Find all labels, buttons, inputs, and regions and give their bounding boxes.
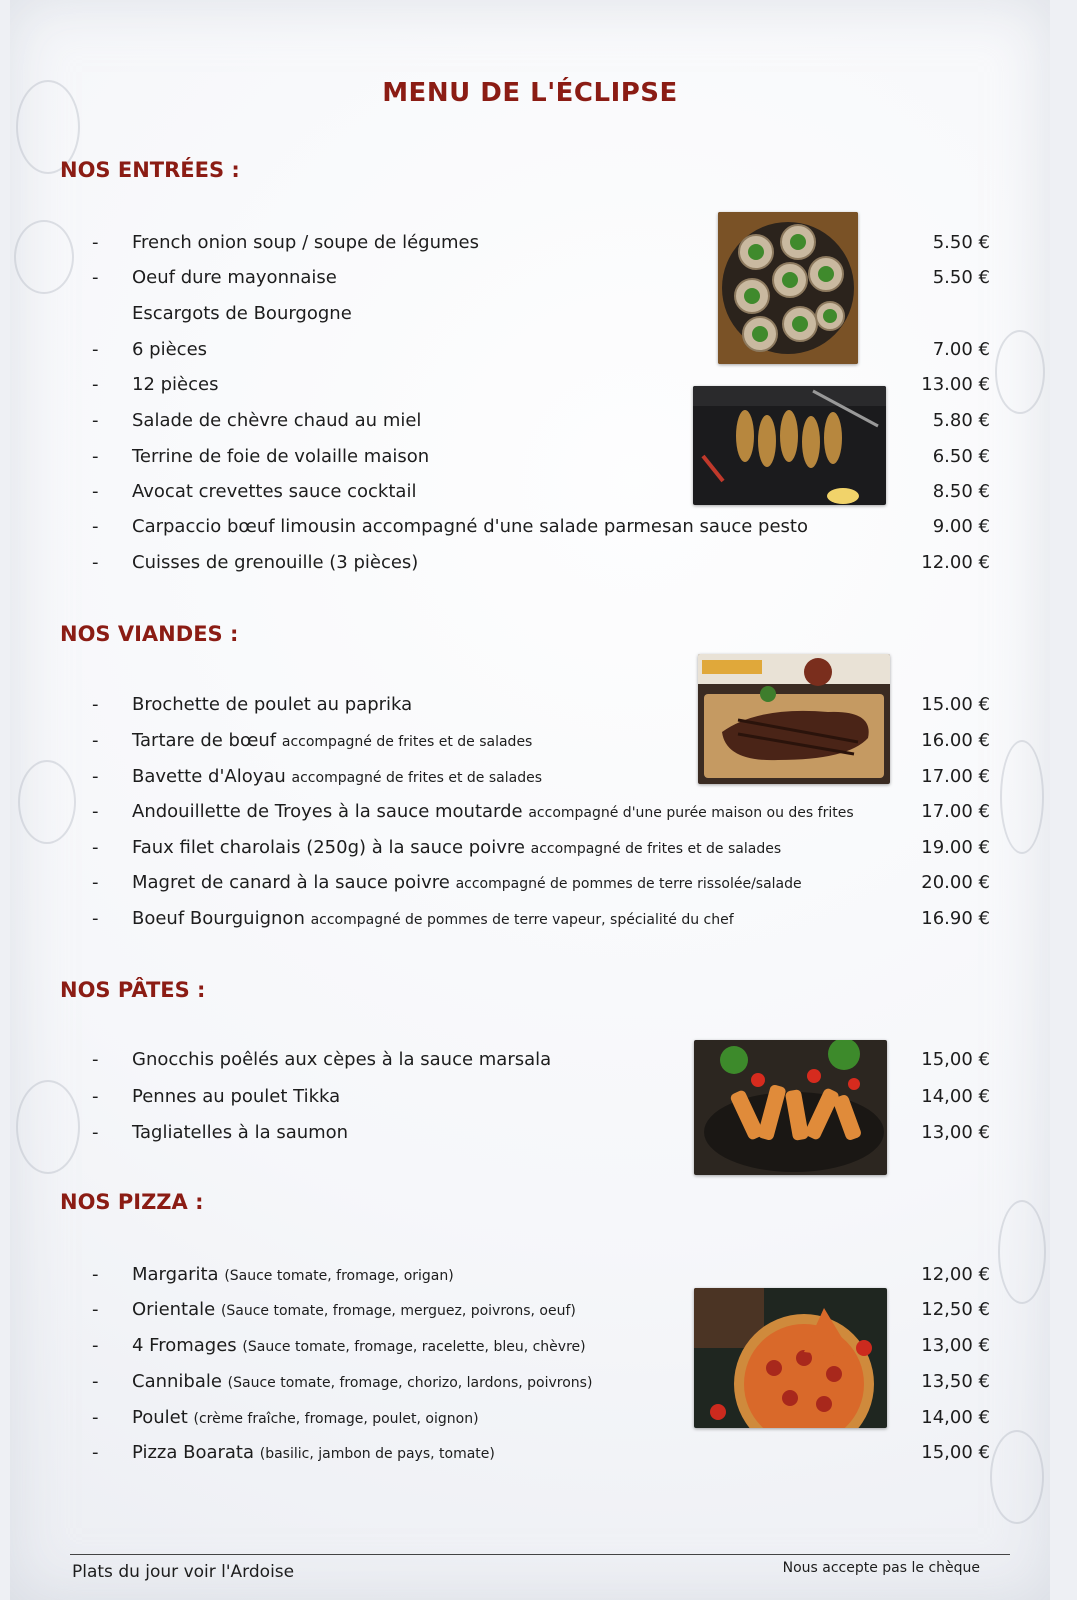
item-price: 5.50 €	[932, 267, 990, 288]
menu-item: - Bavette d'Aloyau accompagné de frites et de salades 17.00 €	[92, 762, 1000, 792]
menu-item: - Magret de canard à la sauce poivre accompagné de pommes de terre rissolée/salade 20.00 €	[92, 868, 1000, 898]
decorative-doodle	[995, 330, 1045, 414]
item-price: 12.00 €	[921, 552, 990, 573]
item-price: 15,00 €	[921, 1442, 990, 1463]
menu-item: - Cuisses de grenouille (3 pièces) 12.00 €	[92, 548, 1000, 578]
menu-item: - Oeuf dure mayonnaise 5.50 €	[92, 263, 1000, 293]
item-price: 14,00 €	[921, 1086, 990, 1107]
item-price: 8.50 €	[932, 481, 990, 502]
section-title-pates: NOS PÂTES :	[60, 978, 206, 1002]
menu-title: MENU DE L'ÉCLIPSE	[382, 78, 678, 108]
item-name: Carpaccio bœuf limousin accompagné d'une salade parmesan sauce pesto	[132, 516, 809, 537]
footer-note-right: Nous accepte pas le chèque	[782, 1560, 980, 1576]
decorative-doodle	[16, 1080, 80, 1174]
item-price: 19.00 €	[921, 837, 990, 858]
item-price: 17.00 €	[921, 766, 990, 787]
item-price: 17.00 €	[921, 801, 990, 822]
item-name: Brochette de poulet au paprika	[132, 694, 413, 715]
item-price: 12,50 €	[921, 1299, 990, 1320]
item-name: Tartare de bœuf accompagné de frites et de salades	[132, 730, 533, 751]
frog-legs-photo	[693, 386, 886, 505]
menu-item: - Tartare de bœuf accompagné de frites et de salades 16.00 €	[92, 726, 1000, 756]
item-name: Margarita (Sauce tomate, fromage, origan)	[132, 1264, 454, 1285]
item-name: Escargots de Bourgogne	[132, 303, 352, 324]
item-name: Cannibale (Sauce tomate, fromage, chorizo, lardons, poivrons)	[132, 1371, 593, 1392]
menu-item: - Brochette de poulet au paprika 15.00 €	[92, 690, 1000, 720]
item-name: Poulet (crème fraîche, fromage, poulet, oignon)	[132, 1407, 479, 1428]
item-price: 5.80 €	[932, 410, 990, 431]
menu-item: - Salade de chèvre chaud au miel 5.80 €	[92, 406, 1000, 436]
menu-item: - Orientale (Sauce tomate, fromage, merguez, poivrons, oeuf) 12,50 €	[92, 1295, 1000, 1325]
menu-item: - 4 Fromages (Sauce tomate, fromage, racelette, bleu, chèvre) 13,00 €	[92, 1331, 1000, 1361]
menu-item: - 6 pièces 7.00 €	[92, 335, 1000, 365]
item-name: 4 Fromages (Sauce tomate, fromage, racelette, bleu, chèvre)	[132, 1335, 586, 1356]
menu-item: - Carpaccio bœuf limousin accompagné d'une salade parmesan sauce pesto 9.00 €	[92, 512, 1000, 542]
item-name: Bavette d'Aloyau accompagné de frites et de salades	[132, 766, 543, 787]
pizza-photo	[694, 1288, 887, 1428]
item-price: 14,00 €	[921, 1407, 990, 1428]
menu-item: - Avocat crevettes sauce cocktail 8.50 €	[92, 477, 1000, 507]
decorative-doodle	[14, 220, 74, 294]
item-name: Orientale (Sauce tomate, fromage, merguez, poivrons, oeuf)	[132, 1299, 576, 1320]
menu-item	[92, 299, 1000, 329]
item-price: 15,00 €	[921, 1049, 990, 1070]
menu-item: - Boeuf Bourguignon accompagné de pommes de terre vapeur, spécialité du chef 16.90 €	[92, 904, 1000, 934]
item-name: Gnocchis poêlés aux cèpes à la sauce marsala	[132, 1049, 552, 1070]
menu-item: - Poulet (crème fraîche, fromage, poulet, oignon) 14,00 €	[92, 1403, 1000, 1433]
menu-item: - Pizza Boarata (basilic, jambon de pays, tomate) 15,00 €	[92, 1438, 1000, 1468]
item-name: Pizza Boarata (basilic, jambon de pays, tomate)	[132, 1442, 495, 1463]
menu-item: - 12 pièces 13.00 €	[92, 370, 1000, 400]
item-price: 16.00 €	[921, 730, 990, 751]
item-name: Oeuf dure mayonnaise	[132, 267, 337, 288]
item-name: Andouillette de Troyes à la sauce moutarde accompagné d'une purée maison ou des frites	[132, 801, 854, 822]
menu-item: - Faux filet charolais (250g) à la sauce poivre accompagné de frites et de salades 19.00 €	[92, 833, 1000, 863]
item-name: Tagliatelles à la saumon	[132, 1122, 349, 1143]
section-title-pizza: NOS PIZZA :	[60, 1190, 204, 1214]
item-price: 12,00 €	[921, 1264, 990, 1285]
menu-item: - Terrine de foie de volaille maison 6.50 €	[92, 442, 1000, 472]
item-name: French onion soup / soupe de légumes	[132, 232, 479, 253]
decorative-doodle	[18, 760, 76, 844]
item-price: 13,00 €	[921, 1122, 990, 1143]
item-price: 16.90 €	[921, 908, 990, 929]
item-name: Faux filet charolais (250g) à la sauce poivre accompagné de frites et de salades	[132, 837, 782, 858]
item-price: 7.00 €	[932, 339, 990, 360]
item-price: 13,00 €	[921, 1335, 990, 1356]
menu-item: - Cannibale (Sauce tomate, fromage, chorizo, lardons, poivrons) 13,50 €	[92, 1367, 1000, 1397]
item-name: Cuisses de grenouille (3 pièces)	[132, 552, 419, 573]
menu-item: - Tagliatelles à la saumon 13,00 €	[92, 1118, 1000, 1148]
menu-item: - Pennes au poulet Tikka 14,00 €	[92, 1082, 1000, 1112]
menu-item: - Gnocchis poêlés aux cèpes à la sauce marsala 15,00 €	[92, 1045, 1000, 1075]
menu-item: - Margarita (Sauce tomate, fromage, origan) 12,00 €	[92, 1260, 1000, 1290]
item-name: Boeuf Bourguignon accompagné de pommes de terre vapeur, spécialité du chef	[132, 908, 734, 929]
steak-photo	[698, 654, 890, 784]
section-title-entrees: NOS ENTRÉES :	[60, 158, 240, 182]
menu-item: - Andouillette de Troyes à la sauce moutarde accompagné d'une purée maison ou des frites 17.00 €	[92, 797, 1000, 827]
decorative-doodle	[998, 1200, 1046, 1304]
item-price: 6.50 €	[932, 446, 990, 467]
item-name: Avocat crevettes sauce cocktail	[132, 481, 417, 502]
escargots-photo	[718, 212, 858, 364]
item-price: 13.00 €	[921, 374, 990, 395]
item-name: Terrine de foie de volaille maison	[132, 446, 430, 467]
section-title-viandes: NOS VIANDES :	[60, 622, 239, 646]
menu-item: - French onion soup / soupe de légumes 5.50 €	[92, 228, 1000, 258]
item-name: Salade de chèvre chaud au miel	[132, 410, 422, 431]
footer-divider	[70, 1554, 1010, 1555]
item-name: 6 pièces	[132, 339, 208, 360]
item-price: 9.00 €	[932, 516, 990, 537]
menu-page	[10, 0, 1050, 1600]
footer-note-left: Plats du jour voir l'Ardoise	[72, 1562, 295, 1582]
item-price: 13,50 €	[921, 1371, 990, 1392]
item-name: Pennes au poulet Tikka	[132, 1086, 341, 1107]
decorative-doodle	[1000, 740, 1044, 854]
item-name: Magret de canard à la sauce poivre accompagné de pommes de terre rissolée/salade	[132, 872, 802, 893]
item-name: 12 pièces	[132, 374, 219, 395]
pasta-photo	[694, 1040, 887, 1175]
item-price: 5.50 €	[932, 232, 990, 253]
item-price: 20.00 €	[921, 872, 990, 893]
item-price: 15.00 €	[921, 694, 990, 715]
